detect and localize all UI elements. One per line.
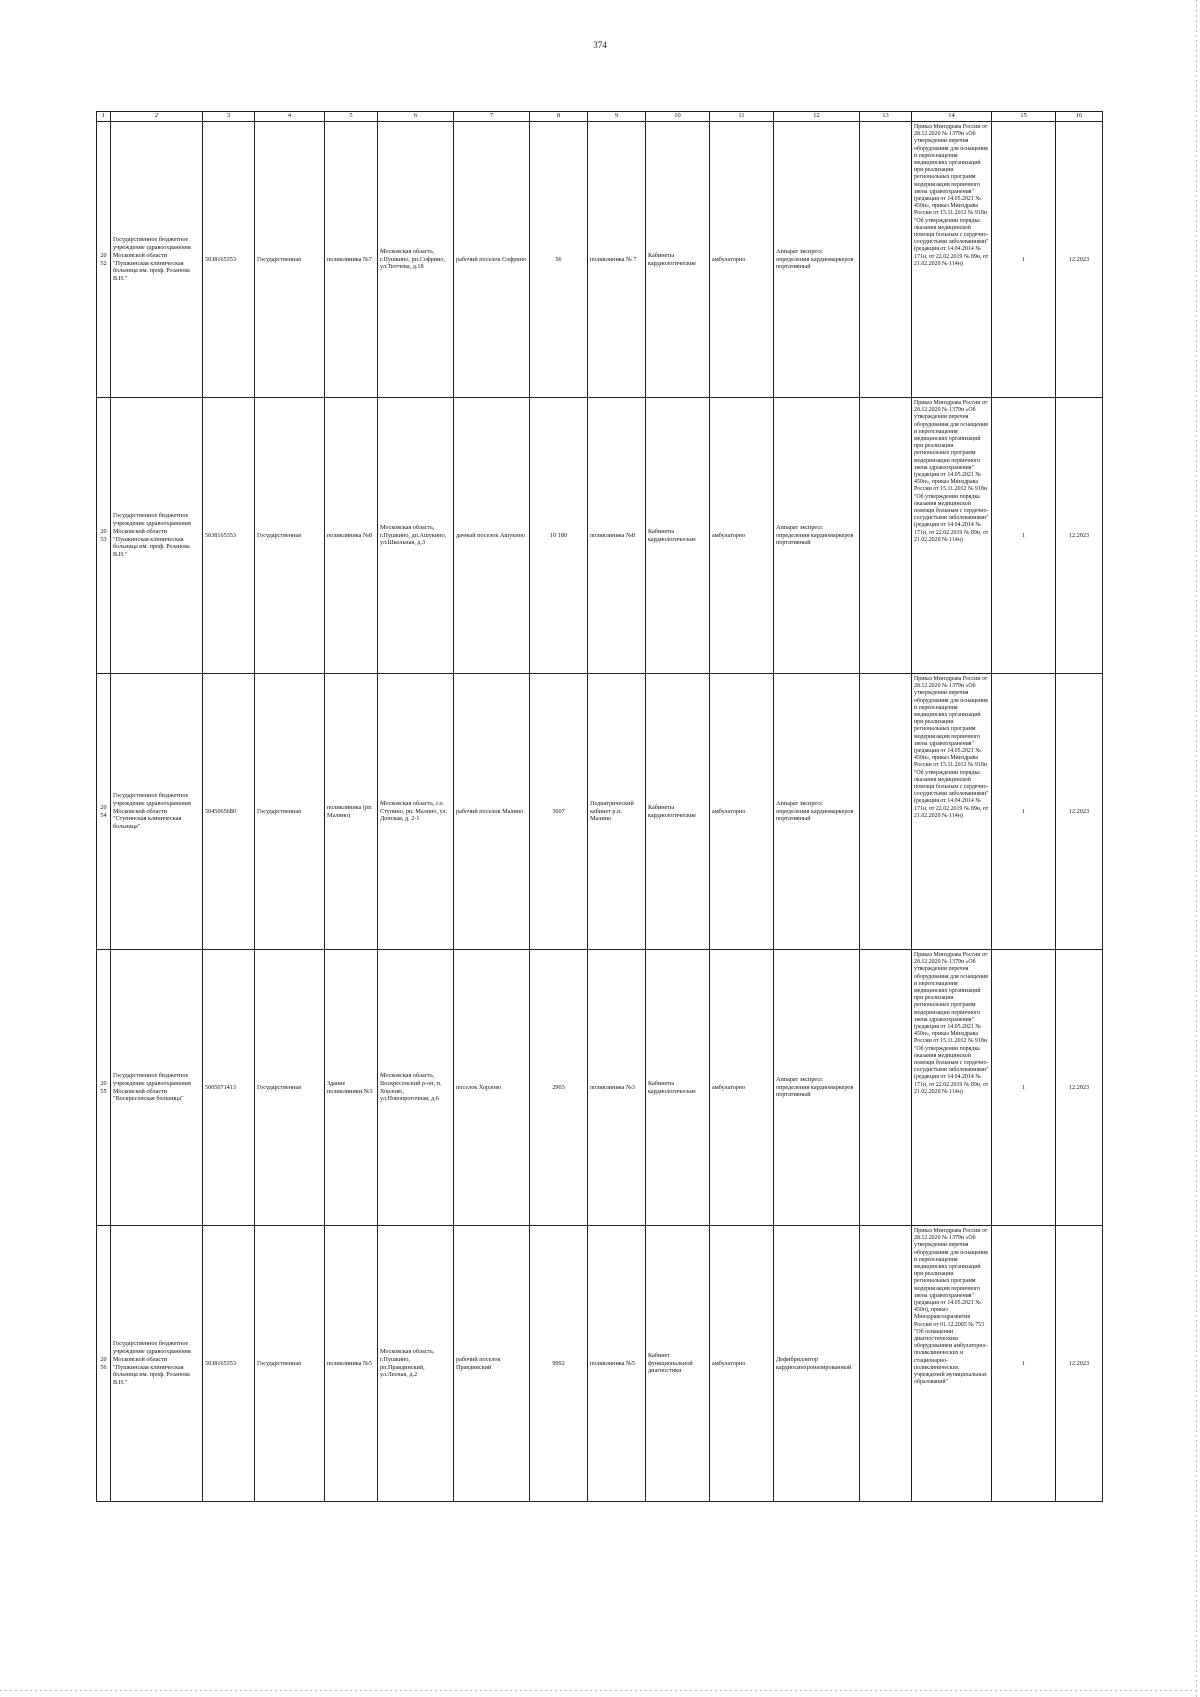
ownership-cell: Государственная	[255, 122, 325, 398]
column-number: 12	[774, 112, 860, 122]
column-13-cell	[860, 950, 912, 1226]
quantity-cell: 1	[992, 122, 1056, 398]
organization-cell: Государственное бюджетное учреждение здравоохранения Московской области "Ступинская клиническая больница"	[111, 674, 203, 950]
column-number: 6	[378, 112, 454, 122]
settlement-cell: рабочий поселок Малино	[454, 674, 530, 950]
column-number: 13	[860, 112, 912, 122]
organization-cell: Государственное бюджетное учреждение здравоохранения Московской области "Пушкинская клиническая больница им. проф. Розанова В.Н."	[111, 398, 203, 674]
care-form-cell: амбулаторно	[710, 122, 774, 398]
table-row	[97, 674, 1103, 950]
column-number: 4	[255, 112, 325, 122]
address-cell: Московская область, г.Пушкино, рп.Софрино, ул.Тютчева, д.18	[378, 122, 454, 398]
column-number: 9	[588, 112, 646, 122]
equipment-cell: Аппарат экспресс определения кардиомаркеров портативный	[774, 950, 860, 1226]
table-row	[97, 398, 1103, 674]
equipment-cell: Аппарат экспресс определения кардиомаркеров портативный	[774, 122, 860, 398]
care-form-cell: амбулаторно	[710, 1226, 774, 1502]
population-cell: 3607	[530, 674, 588, 950]
unit-cell: Педиатрический кабинет р.п. Малино	[588, 674, 646, 950]
row-number-cell: 2056	[97, 1226, 111, 1502]
settlement-cell: дачный поселок Ашукино	[454, 398, 530, 674]
organization-cell: Государственное бюджетное учреждение здравоохранения Московской области "Пушкинская клиническая больница им. проф. Розанова В.Н."	[111, 122, 203, 398]
column-13-cell	[860, 1226, 912, 1502]
equipment-cell: Дефибриллятор кардиосинхронизированный	[774, 1226, 860, 1502]
column-13-cell	[860, 122, 912, 398]
population-cell: 2903	[530, 950, 588, 1226]
settlement-cell: рабочий поселок Софрино	[454, 122, 530, 398]
column-13-cell	[860, 674, 912, 950]
equipment-table-container	[96, 111, 1102, 1502]
row-number-cell: 2052	[97, 122, 111, 398]
column-number: 8	[530, 112, 588, 122]
column-number: 7	[454, 112, 530, 122]
settlement-cell: поселок Хорлово	[454, 950, 530, 1226]
regulation-cell: Приказ Минздрава России от 28.12.2020 № 1379н «Об утверждении перечня оборудования для оснащения и переоснащения медицинских организаций при реализации региональных программ модернизации первичного звена здравоохранения"(редакция от 14.05.2021 № 450н», приказ Минздрава России от 15.11.2012 № 918н "Об утверждении порядка оказания медицинской помощи больным с сердечно-сосудистыми заболеваниями" (редакция от 14.04.2014 № 171н, от 22.02.2019 № 89н, от 21.02.2020 № 114н)	[912, 674, 992, 950]
date-cell: 12.2023	[1056, 1226, 1103, 1502]
cabinet-cell: Кабинеты кардиологические	[646, 122, 710, 398]
equipment-cell: Аппарат экспресс определения кардиомаркеров портативный	[774, 398, 860, 674]
page-number: 374	[593, 40, 607, 50]
column-13-cell	[860, 398, 912, 674]
column-number: 3	[203, 112, 255, 122]
scan-edge-bottom	[0, 1690, 1200, 1691]
regulation-cell: Приказ Минздрава России от 28.12.2020 № 1379н «Об утверждении перечня оборудования для оснащения и переоснащения медицинских организаций при реализации региональных программ модернизации первичного звена здравоохранения"(редакция от 14.05.2021 № 450н), приказ Минздравсоцразвития России от 01.12.2005 № 753 "Об оснащении диагностическим оборудованием амбулаторно-поликлинических и стационарно-поликлинических учреждений муниципальных образований"	[912, 1226, 992, 1502]
care-form-cell: амбулаторно	[710, 398, 774, 674]
address-cell: Московская область, г.Пушкино, дп.Ашукино, ул.Школьная, д.3	[378, 398, 454, 674]
column-number: 5	[325, 112, 378, 122]
address-cell: Московская область, г.Пушкино, рп.Правдинский, ул.Лесная, д.2	[378, 1226, 454, 1502]
column-number: 10	[646, 112, 710, 122]
ownership-cell: Государственная	[255, 950, 325, 1226]
ownership-cell: Государственная	[255, 674, 325, 950]
column-number: 11	[710, 112, 774, 122]
subdivision-cell: поликлиника №8	[325, 398, 378, 674]
quantity-cell: 1	[992, 398, 1056, 674]
column-number-header	[97, 112, 1103, 122]
date-cell: 12.2023	[1056, 398, 1103, 674]
address-cell: Московская область, Воскресенский р-он, п. Хорлово, ул.Новопроточная, д.6	[378, 950, 454, 1226]
cabinet-cell: Кабинеты кардиологические	[646, 674, 710, 950]
ownership-cell: Государственная	[255, 398, 325, 674]
population-cell: 9992	[530, 1226, 588, 1502]
table-row	[97, 122, 1103, 398]
quantity-cell: 1	[992, 1226, 1056, 1502]
inn-cell: 5038165353	[203, 398, 255, 674]
row-number-cell: 2054	[97, 674, 111, 950]
scan-edge-right	[1196, 0, 1197, 1697]
inn-cell: 5038165353	[203, 1226, 255, 1502]
column-number: 2	[111, 112, 203, 122]
date-cell: 12.2023	[1056, 122, 1103, 398]
unit-cell: поликлиника №3	[588, 950, 646, 1226]
column-number: 1	[97, 112, 111, 122]
equipment-table	[96, 111, 1103, 1502]
settlement-cell: рабочий поселок Правдинский	[454, 1226, 530, 1502]
unit-cell: поликлиника №8	[588, 398, 646, 674]
row-number-cell: 2055	[97, 950, 111, 1226]
unit-cell: поликлиника №5	[588, 1226, 646, 1502]
inn-cell: 5045065680	[203, 674, 255, 950]
organization-cell: Государственное бюджетное учреждение здравоохранения Московской области "Пушкинская клиническая больница им. проф. Розанова В.Н."	[111, 1226, 203, 1502]
subdivision-cell: Здание поликлиники №3	[325, 950, 378, 1226]
care-form-cell: амбулаторно	[710, 950, 774, 1226]
column-number: 14	[912, 112, 992, 122]
population-cell: 10 180	[530, 398, 588, 674]
address-cell: Московская область, г.о. Ступино, рп. Малино, ул. Донская, д. 2-1	[378, 674, 454, 950]
subdivision-cell: поликлиника №7	[325, 122, 378, 398]
unit-cell: поликлиника № 7	[588, 122, 646, 398]
inn-cell: 5038165353	[203, 122, 255, 398]
quantity-cell: 1	[992, 674, 1056, 950]
cabinet-cell: Кабинеты кардиологические	[646, 398, 710, 674]
subdivision-cell: поликлиника (рп Малино)	[325, 674, 378, 950]
inn-cell: 5005071413	[203, 950, 255, 1226]
organization-cell: Государственное бюджетное учреждение здравоохранения Московской области "Воскресенская больница"	[111, 950, 203, 1226]
row-number-cell: 2053	[97, 398, 111, 674]
regulation-cell: Приказ Минздрава России от 28.12.2020 № 1379н «Об утверждении перечня оборудования для оснащения и переоснащения медицинских организаций при реализации региональных программ модернизации первичного звена здравоохранения"(редакция от 14.05.2021 № 450н», приказ Минздрава России от 15.11.2012 № 918н "Об утверждении порядка оказания медицинской помощи больным с сердечно-сосудистыми заболеваниями" (редакция от 14.04.2014 № 171н, от 22.02.2019 № 89н, от 21.02.2020 № 114н)	[912, 950, 992, 1226]
column-number: 16	[1056, 112, 1103, 122]
ownership-cell: Государственная	[255, 1226, 325, 1502]
regulation-cell: Приказ Минздрава России от 28.12.2020 № 1379н «Об утверждении перечня оборудования для оснащения и переоснащения медицинских организаций при реализации региональных программ модернизации первичного звена здравоохранения"(редакция от 14.05.2021 № 450н», приказ Минздрава России от 15.11.2012 № 918н "Об утверждении порядка оказания медицинской помощи больным с сердечно-сосудистыми заболеваниями" (редакция от 14.04.2014 № 171н, от 22.02.2019 № 89н, от 21.02.2020 № 114н)	[912, 122, 992, 398]
table-row	[97, 1226, 1103, 1502]
equipment-cell: Аппарат экспресс определения кардиомаркеров портативный	[774, 674, 860, 950]
table-row	[97, 950, 1103, 1226]
quantity-cell: 1	[992, 950, 1056, 1226]
care-form-cell: амбулаторно	[710, 674, 774, 950]
regulation-cell: Приказ Минздрава России от 28.12.2020 № 1379н «Об утверждении перечня оборудования для оснащения и переоснащения медицинских организаций при реализации региональных программ модернизации первичного звена здравоохранения"(редакция от 14.05.2021 № 450н», приказ Минздрава России от 15.11.2012 № 918н "Об утверждении порядка оказания медицинской помощи больным с сердечно-сосудистыми заболеваниями" (редакция от 14.04.2014 № 171н, от 22.02.2019 № 89н, от 21.02.2020 № 114н)	[912, 398, 992, 674]
subdivision-cell: поликлиника №5	[325, 1226, 378, 1502]
cabinet-cell: Кабинеты кардиологические	[646, 950, 710, 1226]
date-cell: 12.2023	[1056, 950, 1103, 1226]
cabinet-cell: Кабинет функциональной диагностики	[646, 1226, 710, 1502]
column-number: 15	[992, 112, 1056, 122]
date-cell: 12.2023	[1056, 674, 1103, 950]
population-cell: 56	[530, 122, 588, 398]
